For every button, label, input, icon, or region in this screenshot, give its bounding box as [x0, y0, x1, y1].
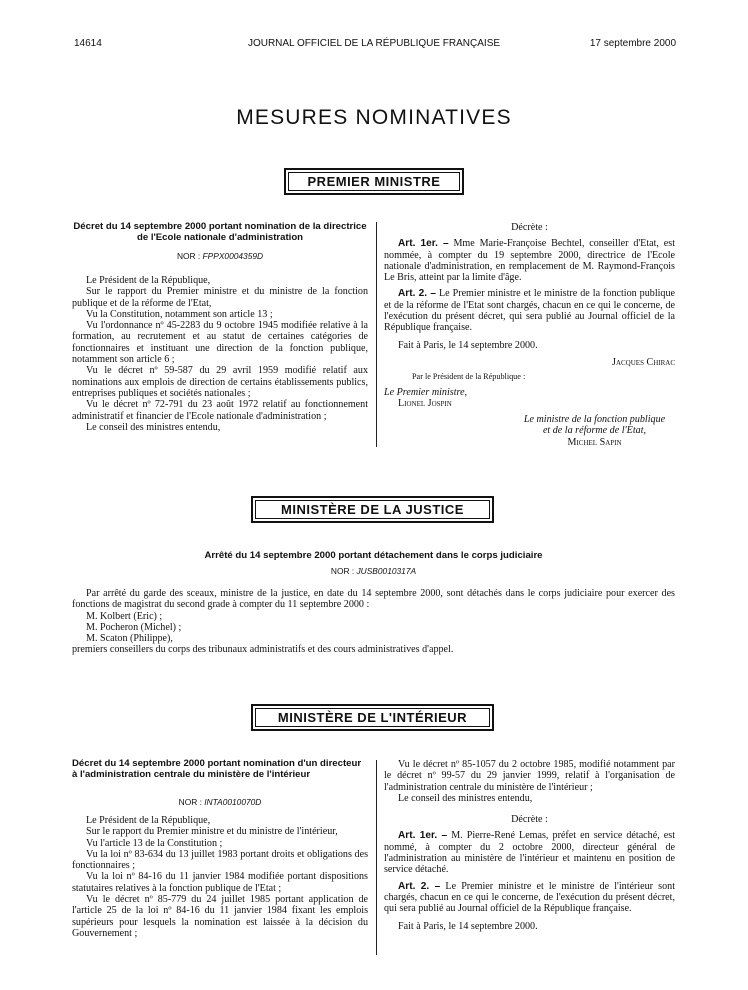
- par-le-president: Par le Président de la République :: [412, 372, 526, 382]
- nor-reference: [72, 797, 368, 807]
- decree-body: [384, 222, 675, 448]
- visa-paragraph: Le conseil des ministres entendu,: [398, 792, 533, 804]
- ministry-name: PREMIER MINISTRE: [307, 174, 441, 189]
- decree-visas: [72, 815, 368, 939]
- ministry-name: MINISTÈRE DE L'INTÉRIEUR: [277, 710, 468, 725]
- article-text: Le Premier ministre et le ministre de la fonction publique et de la réforme de l'Etat sont chargés, chacun en ce qui le concerne, de l'exécution du présent décret, qui sera publié au Journal officiel de la République française.: [384, 288, 675, 334]
- magistrate-name: M. Scaton (Philippe),: [86, 633, 173, 645]
- fait-line: Fait à Paris, le 14 septembre 2000.: [398, 920, 538, 932]
- arrete-closing: premiers conseillers du corps des tribunaux administratifs et des cours administratives d'appel.: [72, 644, 454, 656]
- pm-title: Le Premier ministre,: [384, 386, 468, 398]
- article-label: Art. 2. –: [398, 880, 441, 892]
- ministry-name: MINISTÈRE DE LA JUSTICE: [281, 502, 464, 517]
- article-1: [384, 238, 675, 283]
- issue-date: 17 septembre 2000: [589, 38, 676, 49]
- nor-value: JUSB0010317A: [356, 566, 417, 576]
- article-label: Art. 1er. –: [398, 238, 449, 250]
- arrete-body: [72, 588, 675, 656]
- visa-paragraph: Vu l'article 13 de la Constitution ;: [86, 837, 223, 849]
- column-divider: [376, 222, 377, 447]
- visa-paragraph: Vu la loi nº 83-634 du 13 juillet 1983 portant droits et obligations des fonctionnaires ;: [72, 848, 368, 872]
- magistrate-name: M. Pocheron (Michel) ;: [86, 621, 182, 633]
- visa-paragraph: Le conseil des ministres entendu,: [86, 421, 221, 433]
- nor-reference: [72, 251, 368, 261]
- nor-label: NOR :: [178, 797, 202, 807]
- fait-line: Fait à Paris, le 14 septembre 2000.: [398, 339, 538, 351]
- visa-paragraph: Vu la Constitution, notamment son article 13 ;: [86, 308, 273, 320]
- article-text: Mme Marie-Françoise Bechtel, conseiller d'Etat, est nommée, à compter du 19 septembre 2000, directrice de l'Ecole nationale d'administration, en remplacement de M. Raymond-François Le Bris, atteint par la limite d'âge.: [384, 238, 675, 284]
- minister-title: et de la réforme de l'Etat,: [542, 425, 647, 437]
- nor-value: INTA0010070D: [204, 797, 262, 807]
- page-number: 14614: [74, 38, 102, 49]
- minister-name: Michel Sapin: [567, 436, 622, 448]
- decree-visas: [72, 275, 368, 433]
- article-label: Art. 1er. –: [398, 830, 448, 842]
- column-divider: [376, 760, 377, 955]
- decree-title: Décret du 14 septembre 2000 portant nomination de la directrice de l'Ecole nationale d'administration: [73, 221, 367, 243]
- visa-paragraph: Vu le décret nº 72-791 du 23 août 1972 relatif au fonctionnement administratif et financier de l'Ecole nationale d'administration ;: [72, 399, 368, 422]
- magistrate-name: M. Kolbert (Eric) ;: [86, 610, 163, 622]
- visa-paragraph: Vu le décret nº 59-587 du 29 avril 1959 modifié relatif aux nominations aux emplois de direction de certains établissements publics, entreprises publiques et sociétés nationales ;: [72, 365, 368, 399]
- decree-title: Décret du 14 septembre 2000 portant nomination d'un directeur à l'administration centrale du ministère de l'intérieur: [72, 758, 362, 780]
- nor-reference: [72, 566, 675, 576]
- article-1: [384, 830, 675, 875]
- article-text: M. Pierre-René Lemas, préfet en service détaché, est nommé, à compter du 2 octobre 2000, directeur général de l'administration au ministère de l'intérieur et maintenu en position de service détaché.: [384, 830, 675, 876]
- ministry-box-justice: [251, 496, 494, 523]
- article-2: [384, 288, 675, 333]
- nor-label: NOR :: [330, 566, 355, 576]
- ministry-box-interieur: [251, 704, 494, 731]
- visa-paragraph: Le Président de la République,: [86, 815, 211, 826]
- article-text: Le Premier ministre et le ministre de l'intérieur sont chargés, chacun en ce qui le concerne, de l'exécution du présent décret, qui sera publié au Journal officiel de la République française.: [384, 880, 675, 915]
- decree-body: [384, 759, 675, 932]
- journal-title: JOURNAL OFFICIEL DE LA RÉPUBLIQUE FRANÇAISE: [247, 38, 501, 49]
- signatory-president: Jacques Chirac: [612, 356, 675, 368]
- arrete-intro: Par arrêté du garde des sceaux, ministre de la justice, en date du 14 septembre 2000, sont détachés dans le corps judiciaire pour exercer des fonctions de magistrat du second grade à compter du 11 septembre 2000 :: [72, 588, 675, 611]
- minister-title: Le ministre de la fonction publique: [523, 414, 666, 426]
- visa-paragraph: Vu l'ordonnance nº 45-2283 du 9 octobre 1945 modifiée relative à la formation, au recrutement et au statut de certaines catégories de fonctionnaires et instituant une direction de la fonction publique, notamment son article 6 ;: [72, 320, 368, 366]
- nor-value: FPPX0004359D: [202, 251, 264, 261]
- article-2: [384, 881, 675, 915]
- visa-paragraph: Vu le décret nº 85-1057 du 2 octobre 1985, modifié notamment par le décret nº 99-57 du 29 janvier 1999, relatif à l'organisation de l'administration centrale du ministère de l'intérieur ;: [384, 759, 675, 793]
- article-label: Art. 2. –: [398, 288, 436, 300]
- visa-paragraph: Sur le rapport du Premier ministre et du ministre de la fonction publique et de la réforme de l'Etat,: [72, 286, 368, 309]
- visa-paragraph: Vu la loi nº 84-16 du 11 janvier 1984 modifiée portant dispositions statutaires relatives à la fonction publique de l'Etat ;: [72, 871, 368, 894]
- ministry-box-premier-ministre: [284, 168, 464, 195]
- decrete-label: Décrète :: [511, 814, 548, 826]
- pm-name: Lionel Jospin: [398, 397, 452, 409]
- visa-paragraph: Vu le décret nº 85-779 du 24 juillet 1985 portant application de l'article 25 de la loi nº 84-16 du 11 janvier 1984 fixant les emplois supérieurs pour lesquels la nomination est laissée à la décision du Gouvernement ;: [72, 894, 368, 939]
- page-title: MESURES NOMINATIVES: [236, 106, 512, 129]
- visa-paragraph: Le Président de la République,: [86, 275, 211, 286]
- nor-label: NOR :: [176, 251, 201, 261]
- decrete-label: Décrète :: [511, 222, 548, 233]
- decree-title: Arrêté du 14 septembre 2000 portant détachement dans le corps judiciaire: [204, 550, 543, 561]
- visa-paragraph: Sur le rapport du Premier ministre et du ministre de l'intérieur,: [86, 826, 338, 838]
